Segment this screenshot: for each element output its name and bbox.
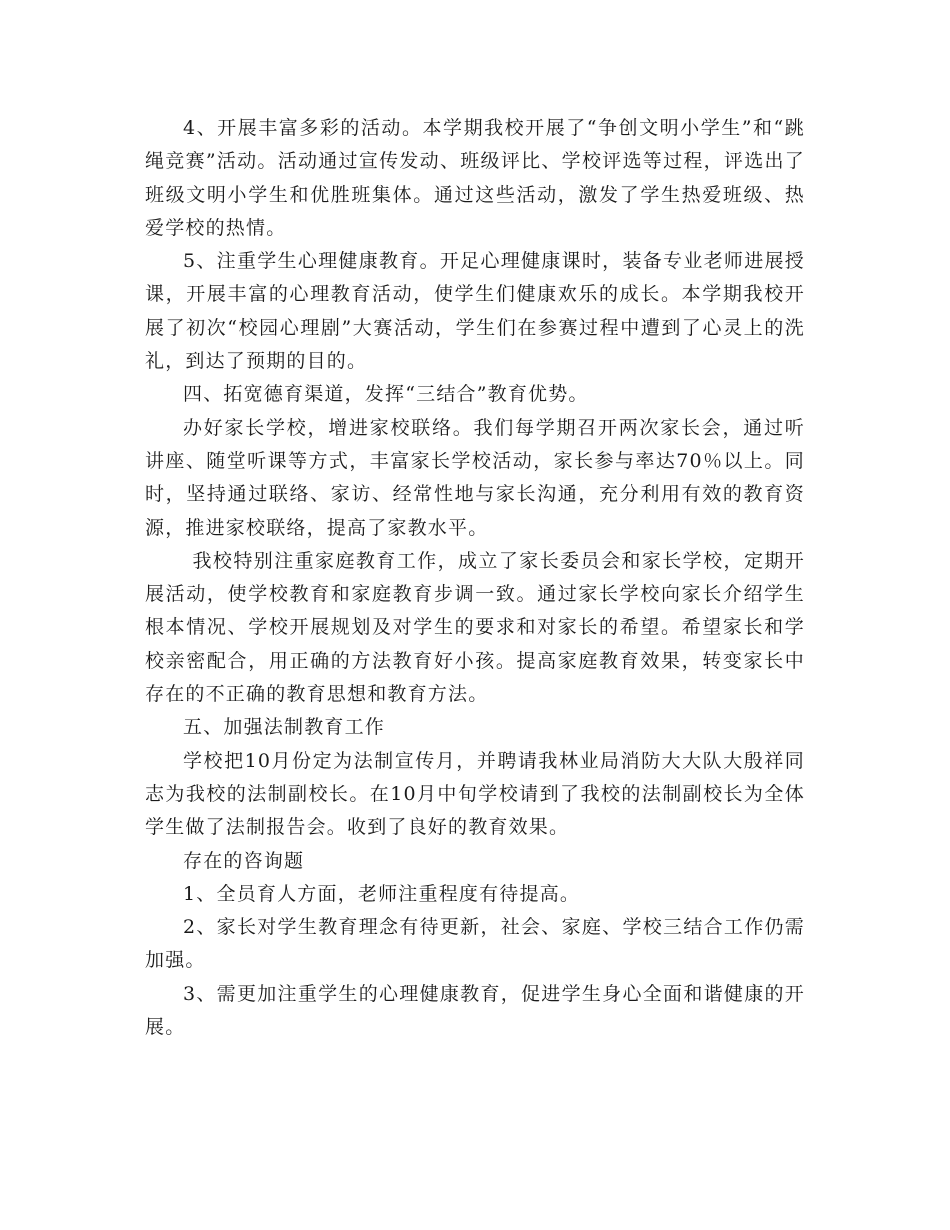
list-item-issue-3: 3、需更加注重学生的心理健康教育，促进学生身心全面和谐健康的开展。 xyxy=(145,982,805,1039)
list-item-issue-2: 2、家长对学生教育理念有待更新，社会、家庭、学校三结合工作仍需加强。 xyxy=(145,916,805,972)
heading-section-four: 四、拓宽德育渠道，发挥“三结合”教育优势。 xyxy=(183,383,589,406)
paragraph-family-education: 我校特别注重家庭教育工作，成立了家长委员会和家长学校，定期开展活动，使学校教育和家庭教育步调一致。通过家长学校向家长介绍学生根本情况、学校开展规划及对学生的要求和对家长的希望。希望家长和学校亲密配合，用正确的方法教育好小孩。提高家庭教育效果，转变家长中存在的不正确的教育思想和教育方法。 xyxy=(145,549,805,706)
heading-section-five: 五、加强法制教育工作 xyxy=(183,716,386,739)
paragraph-activities: 4、开展丰富多彩的活动。本学期我校开展了“争创文明小学生”和“跳绳竞赛”活动。活动通过宣传发动、班级评比、学校评选等过程，评选出了班级文明小学生和优胜班集体。通过这些活动，激发了学生热爱班级、热爱学校的热情。 xyxy=(145,117,805,239)
paragraph-legal-education: 学校把10月份定为法制宣传月，并聘请我林业局消防大大队大殷祥同志为我校的法制副校长。在10月中旬学校请到了我校的法制副校长为全体学生做了法制报告会。收到了良好的教育效果。 xyxy=(145,749,805,839)
paragraph-mental-health: 5、注重学生心理健康教育。开足心理健康课时，装备专业老师进展授课，开展丰富的心理教育活动，使学生们健康欢乐的成长。本学期我校开展了初次“校园心理剧”大赛活动，学生们在参赛过程中遭到了心灵上的洗礼，到达了预期的目的。 xyxy=(145,250,805,373)
list-item-issue-1: 1、全员育人方面，老师注重程度有待提高。 xyxy=(183,882,581,905)
paragraph-parent-school: 办好家长学校，增进家校联络。我们每学期召开两次家长会，通过听讲座、随堂听课等方式，丰富家长学校活动，家长参与率达70％以上。同时，坚持通过联络、家访、经常性地与家长沟通，充分利用有效的教育资源，推进家校联络，提高了家教水平。 xyxy=(145,416,805,539)
heading-existing-issues: 存在的咨询题 xyxy=(183,849,305,872)
document-body xyxy=(145,112,805,1044)
